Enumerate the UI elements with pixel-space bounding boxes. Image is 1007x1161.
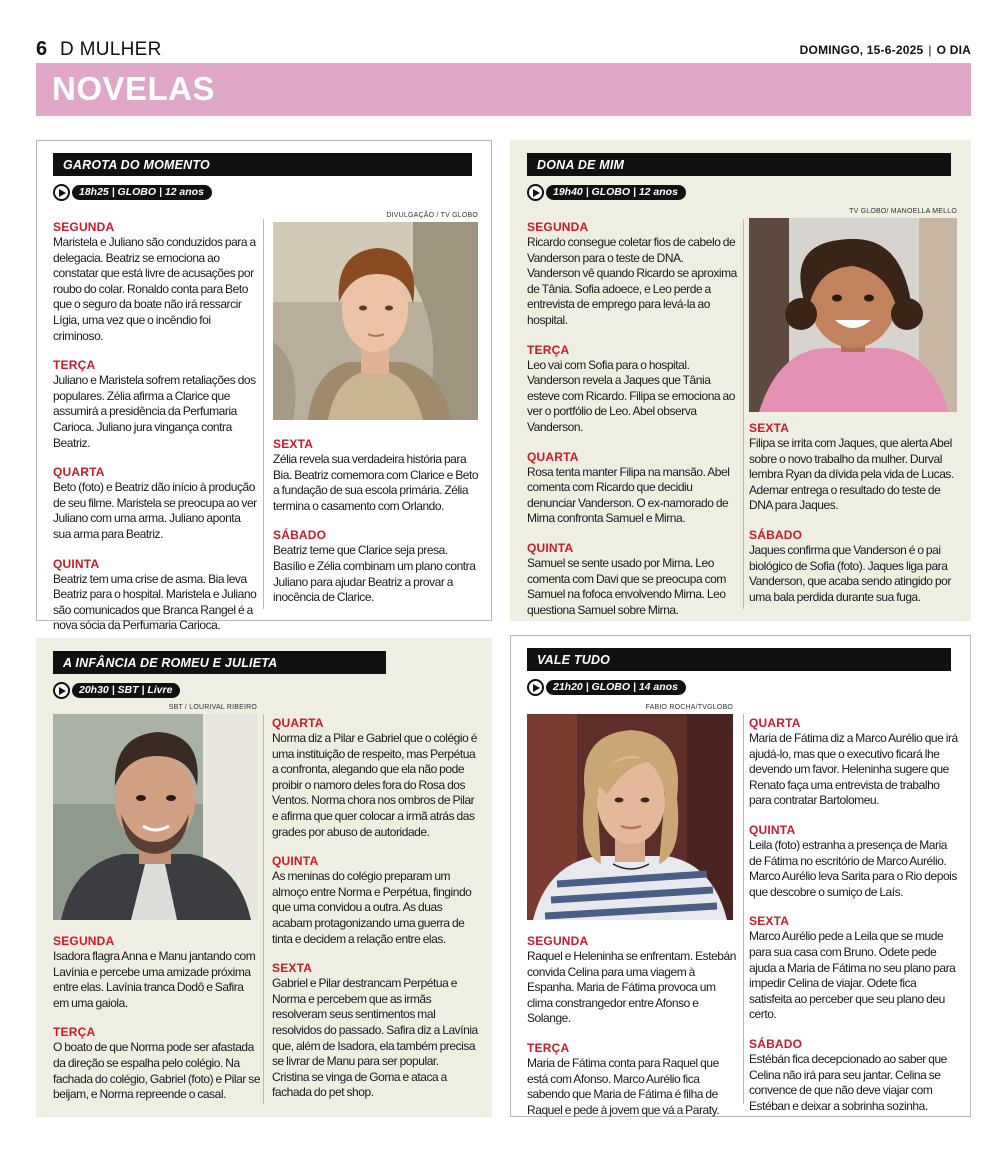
day-label: SÁBADO: [749, 1036, 803, 1051]
date-separator: |: [928, 43, 932, 57]
day-synopsis: Norma diz a Pilar e Gabriel que o colégio é uma instituição de respeito, mas Perpétua a confronta, alegando que ela não pode proibir o namoro deles fora do Rosa dos Ventos. Norma chora nos ombros de Pilar e afirma que quer colocar a irmã atrás das grades por abuso de autoridade.: [272, 731, 477, 839]
day-label: SEXTA: [273, 437, 314, 451]
edition-date-line: [800, 43, 971, 57]
column-divider: [263, 714, 264, 1104]
day-label: TERÇA: [527, 342, 570, 357]
day-synopsis: Leo vai com Sofia para o hospital. Vanderson revela a Jaques que Tânia esteve com Ricardo. Filipa se emociona ao ver o portfólio de Leo. Abel observa Vanderson.: [527, 357, 735, 434]
day-synopsis: Maristela e Juliano são conduzidos para a delegacia. Beatriz se emociona ao constatar que está livre de acusações por roubo do colar. Ronaldo conta para Beto que o seguro da boate não irá ressarcir Lígia, uma vez que o incêndio foi criminoso.: [53, 235, 256, 343]
play-icon: [527, 184, 544, 201]
photo-credit: SBT / LOURIVAL RIBEIRO: [168, 704, 257, 711]
day-label: SEXTA: [749, 421, 790, 435]
novela-title: GAROTA DO MOMENTO: [53, 153, 472, 176]
day-synopsis: Beatriz teme que Clarice seja presa. Basílio e Zélia combinam um plano contra Juliano para ajudar Beatriz a provar a inocência de Clarice.: [273, 543, 476, 605]
photo-credit: FABIO ROCHA/TVGLOBO: [645, 704, 733, 711]
photo-credit: DIVULGAÇÃO / TV GLOBO: [386, 212, 478, 219]
newspaper-brand: O DIA: [936, 43, 971, 57]
day-synopsis: Ricardo consegue coletar fios de cabelo de Vanderson para o teste de DNA. Vanderson vê quando Ricardo se aproxima de Tânia. Sofia adoece, e Leo perde a entrevista de emprego para levá-la ao hospital.: [527, 235, 737, 327]
novela-box-dona-de-mim: [510, 140, 971, 621]
day-synopsis: Rosa tenta manter Filipa na mansão. Abel comenta com Ricardo que decidiu denunciar Vanderson. O ex-namorado de Mirna confronta Samuel e Mirna.: [527, 464, 730, 526]
day-synopsis: Estébán fica decepcionado ao saber que Celina não irá para seu jantar. Celina se convence de que não deve viajar com Estéban e deixar a sobrinha sozinha.: [749, 1051, 947, 1113]
day-label: QUINTA: [272, 854, 319, 869]
day-synopsis: Jaques confirma que Vanderson é o pai biológico de Sofia (foto). Jaques liga para Vanderson, que acaba sendo atingido por uma bala perdida durante sua fuga.: [749, 542, 951, 604]
day-synopsis: O boato de que Norma pode ser afastada da direção se espalha pelo colégio. Na fachada do colégio, Gabriel (foto) e Pilar se beijam, e Norma repreende o casal.: [53, 1040, 261, 1102]
day-synopsis: Marco Aurélio pede a Leila que se mude para sua casa com Bruno. Odete pede ajuda a Maria de Fátima no seu plano para impedir Celina de viajar. Odete fica satisfeita ao perceber que seu plano deu certo.: [749, 929, 956, 1022]
day-synopsis: Beatriz tem uma crise de asma. Bia leva Beatriz para o hospital. Maristela e Juliano são comunicados que Branca Rangel é a nova sócia da Perfumaria Carioca.: [53, 571, 257, 633]
day-label: QUINTA: [749, 822, 796, 837]
day-synopsis: Maria de Fátima diz a Marco Aurélio que irá ajudá-lo, mas que o executivo ficará lhe devendo um favor. Heleninha sugere que Renato faça uma entrevista de trabalho para contratar Bartolomeu.: [749, 731, 958, 808]
day-label: SEXTA: [272, 961, 313, 976]
day-label: QUARTA: [749, 716, 801, 730]
column-right: [272, 716, 478, 1115]
column-left: [53, 220, 258, 648]
column-left: [527, 934, 737, 1132]
column-divider: [263, 219, 264, 609]
schedule-pill: 19h40 | GLOBO | 12 anos: [546, 185, 686, 200]
column-left: [527, 220, 739, 632]
column-divider: [743, 219, 744, 609]
day-label: SEXTA: [749, 914, 790, 929]
day-label: SEGUNDA: [527, 220, 589, 234]
actress-photo: [527, 714, 733, 920]
banner-title: NOVELAS: [52, 70, 216, 107]
day-label: QUARTA: [272, 716, 324, 730]
novela-title: VALE TUDO: [527, 648, 951, 671]
day-label: TERÇA: [53, 358, 96, 373]
day-synopsis: Maria de Fátima conta para Raquel que está com Afonso. Marco Aurélio fica sabendo que Maria de Fátima é filha de Raquel e pede à jovem que vá a Paraty.: [527, 1055, 720, 1117]
page-folio: [36, 38, 971, 62]
day-synopsis: Isadora flagra Anna e Manu jantando com Lavínia e percebe uma amizade próxima entre elas. Lavínia tranca Dodô e Safira em uma gaiola.: [53, 949, 256, 1010]
novela-title: A INFÂNCIA DE ROMEU E JULIETA: [53, 651, 386, 674]
novela-box-vale-tudo: [510, 635, 971, 1117]
day-synopsis: Samuel se sente usado por Mirna. Leo comenta com Davi que se preocupa com Samuel na fofoca envolvendo Mirna. Leo questiona Samuel sobre Mirna.: [527, 555, 726, 617]
play-icon: [527, 679, 544, 696]
day-synopsis: Raquel e Heleninha se enfrentam. Estebán convida Celina para uma viagem à Espanha. Maria de Fátima provoca um clima constrangedor entre Afonso e Solange.: [527, 949, 736, 1026]
day-label: QUINTA: [53, 556, 100, 571]
day-synopsis: Leila (foto) estranha a presença de Maria de Fátima no escritório de Marco Aurélio. Marco Aurélio leva Sarita para o Rio depois que descobre o sumiço de Laís.: [749, 837, 957, 899]
day-label: QUINTA: [527, 540, 574, 555]
day-synopsis: Filipa se irrita com Jaques, que alerta Abel sobre o novo trabalho da mulher. Durval lembra Ryan da dívida pela vida de Lucas. Ademar entrega o resultado do teste de DNA para Jaques.: [749, 436, 954, 513]
day-synopsis: As meninas do colégio preparam um almoço entre Norma e Perpétua, fingindo que uma convidou a outra. As duas acabam protagonizando uma guerra de tinta e decidem a relação entre elas.: [272, 869, 472, 946]
page-number: 6: [36, 38, 48, 60]
edition-date: DOMINGO, 15-6-2025: [799, 43, 924, 57]
photo-credit: TV GLOBO/ MANOELLA MELLO: [849, 208, 957, 215]
day-synopsis: Gabriel e Pilar destrancam Perpétua e Norma e percebem que as irmãs resolveram seus sentimentos mal resolvidos do passado. Safira diz a Lavínia que, além de Isadora, ela também precisa se livrar de Manu para ser popular. Cristina se vinga de Goma e ataca a fachada do pet shop.: [272, 976, 478, 1100]
schedule-pill: 20h30 | SBT | Livre: [72, 683, 180, 698]
day-synopsis: Juliano e Maristela sofrem retaliações dos populares. Zélia afirma a Clarice que assumirá a presidência da Perfumaria Carioca. Juliano jura vingança contra Beatriz.: [53, 373, 256, 450]
day-label: SEGUNDA: [53, 220, 115, 234]
day-label: SÁBADO: [749, 527, 803, 542]
column-right: [273, 437, 479, 620]
column-divider: [743, 714, 744, 1104]
day-synopsis: Zélia revela sua verdadeira história para Bia. Beatriz comemora com Clarice e Beto a fundação de sua escola primária. Zélia termina o casamento com Orlando.: [273, 452, 479, 513]
day-label: QUARTA: [527, 449, 579, 464]
day-label: SEGUNDA: [527, 934, 589, 948]
section-banner: [36, 63, 971, 116]
novela-box-a-infancia-de-romeu-e-julieta: [36, 638, 492, 1117]
day-synopsis: Beto (foto) e Beatriz dão início à produção de seu filme. Maristela se preocupa ao ver Juliano com uma arma. Juliano aponta sua arma para Beatriz.: [53, 480, 257, 541]
day-label: SEGUNDA: [53, 934, 115, 948]
schedule-pill: 21h20 | GLOBO | 14 anos: [546, 680, 686, 695]
day-label: TERÇA: [53, 1025, 96, 1040]
day-label: QUARTA: [53, 465, 105, 480]
schedule-pill: 18h25 | GLOBO | 12 anos: [72, 185, 212, 200]
day-label: TERÇA: [527, 1040, 570, 1055]
novela-title: DONA DE MIM: [527, 153, 951, 176]
column-right: [749, 716, 959, 1128]
actor-photo: [53, 714, 257, 920]
column-left: [53, 934, 261, 1117]
play-icon: [53, 682, 70, 699]
column-right: [749, 421, 961, 619]
actress-photo: [749, 218, 957, 412]
play-icon: [53, 184, 70, 201]
day-label: SÁBADO: [273, 528, 327, 543]
actor-photo: [273, 222, 478, 420]
section-name: D MULHER: [60, 39, 162, 60]
novela-box-garota-do-momento: [36, 140, 492, 633]
